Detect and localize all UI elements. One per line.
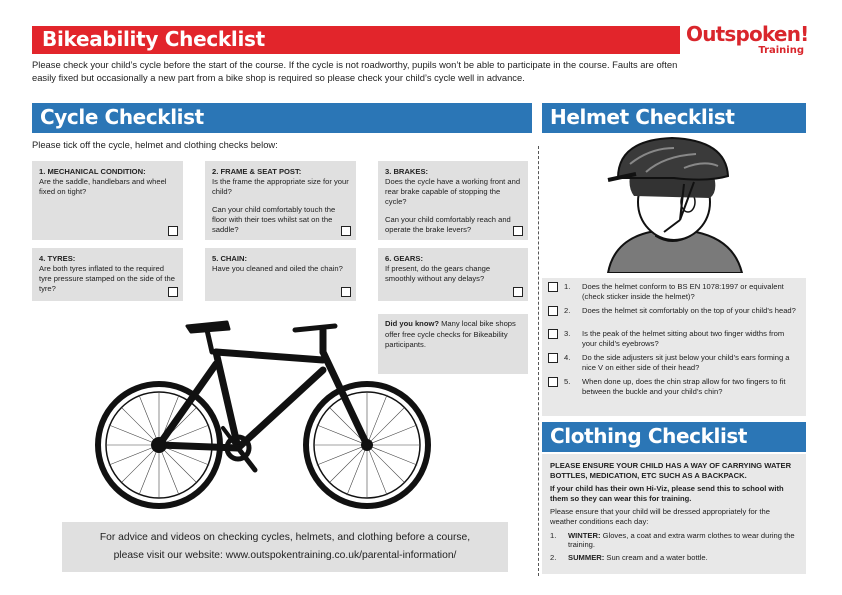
item-number: 3. xyxy=(564,329,571,338)
check-text: Have you cleaned and oiled the chain? xyxy=(212,264,343,273)
item-label: SUMMER: xyxy=(568,552,605,562)
checkbox[interactable] xyxy=(548,329,558,339)
check-title: 5. CHAIN: xyxy=(212,254,248,263)
item-text: Does the helmet conform to BS EN 1078:1997 or equivalent (check sticker inside the helmet)? xyxy=(582,282,784,301)
title-banner xyxy=(32,26,680,54)
check-title: 1. MECHANICAL CONDITION: xyxy=(39,167,146,176)
column-divider xyxy=(538,146,539,576)
cycle-checklist-banner xyxy=(32,103,532,133)
check-title: 2. FRAME & SEAT POST: xyxy=(212,167,302,176)
clothing-checklist-heading: Clothing Checklist xyxy=(550,424,748,448)
checkbox[interactable] xyxy=(513,287,523,297)
checkbox[interactable] xyxy=(341,226,351,236)
outspoken-logo xyxy=(686,22,809,62)
item-text: When done up, does the chin strap allow for two fingers to fit between the buckle and your child’s chin? xyxy=(582,377,786,396)
check-text: Does the cycle have a working front and rear brake capable of stopping the cycle? xyxy=(385,177,521,206)
checkbox[interactable] xyxy=(168,287,178,297)
cycle-check-chain xyxy=(205,248,356,301)
check-text: Can your child comfortably touch the floor with their toes whilst sat on the saddle? xyxy=(212,205,336,234)
helmet-checklist-banner xyxy=(542,103,806,133)
child-helmet-illustration xyxy=(600,136,750,273)
item-number: 1. xyxy=(550,530,557,540)
item-label: WINTER: xyxy=(568,530,601,540)
website-text-line1: For advice and videos on checking cycles, helmets, and clothing before a course, xyxy=(99,532,471,543)
clothing-item xyxy=(550,553,798,563)
checkbox[interactable] xyxy=(168,226,178,236)
intro-paragraph: Please check your child’s cycle before the start of the course. If the cycle is not roadworthy, pupils won’t be able to participate in the course. Faults are often easily fixed but occasionally a new part from a bike shop is required so please check your child’s cycle well in advance. xyxy=(32,59,678,83)
check-title: 3. BRAKES: xyxy=(385,167,429,176)
item-number: 1. xyxy=(564,282,571,291)
logo-wordmark: Outspoken! xyxy=(686,22,809,46)
item-number: 4. xyxy=(564,353,571,362)
website-info-box xyxy=(62,522,508,572)
item-number: 2. xyxy=(550,552,557,562)
logo-subtitle: Training xyxy=(758,45,804,56)
helmet-checklist-heading: Helmet Checklist xyxy=(550,105,735,129)
check-text: Is the frame the appropriate size for your child? xyxy=(212,177,349,196)
check-text: Are the saddle, handlebars and wheel fixed on tight? xyxy=(39,177,167,196)
helmet-checklist-panel xyxy=(542,278,806,416)
check-text: Are both tyres inflated to the required tyre pressure stamped on the side of the tyre? xyxy=(39,264,175,293)
checkbox[interactable] xyxy=(548,306,558,316)
item-text: Gloves, a coat and extra warm clothes to wear during the training. xyxy=(568,530,795,550)
item-number: 2. xyxy=(564,306,571,315)
dress-note: Please ensure that your child will be dressed appropriately for the weather conditions each day: xyxy=(550,507,770,526)
check-text: Can your child comfortably reach and operate the brake levers? xyxy=(385,215,511,234)
tick-instruction: Please tick off the cycle, helmet and clothing checks below: xyxy=(32,139,278,150)
checkbox[interactable] xyxy=(548,353,558,363)
clothing-checklist-panel xyxy=(542,454,806,574)
hiviz-note: If your child has their own Hi-Viz, please send this to school with them so they can wear this for training. xyxy=(550,484,784,503)
checkbox[interactable] xyxy=(341,287,351,297)
did-you-know-text: Many local bike shops offer free cycle checks for Bikeability participants. xyxy=(385,319,516,349)
cycle-check-tyres xyxy=(32,248,183,301)
checkbox[interactable] xyxy=(513,226,523,236)
item-text: Is the peak of the helmet sitting about two finger widths from your child’s eyebrows? xyxy=(582,329,785,348)
cycle-checklist-heading: Cycle Checklist xyxy=(40,105,204,129)
check-text: If present, do the gears change smoothly without any delays? xyxy=(385,264,491,283)
did-you-know-label: Did you know? xyxy=(385,319,439,328)
check-title: 4. TYRES: xyxy=(39,254,76,263)
checkbox[interactable] xyxy=(548,377,558,387)
item-number: 5. xyxy=(564,377,571,386)
checkbox[interactable] xyxy=(548,282,558,292)
cycle-check-mechanical xyxy=(32,161,183,240)
clothing-item xyxy=(550,531,798,550)
item-text: Do the side adjusters sit just below your child’s ears forming a nice V on either side of their head? xyxy=(582,353,790,372)
cycle-check-frame xyxy=(205,161,356,240)
check-title: 6. GEARS: xyxy=(385,254,423,263)
cycle-check-gears xyxy=(378,248,528,301)
item-text: Does the helmet sit comfortably on the top of your child’s head? xyxy=(582,306,796,315)
website-text-line2: please visit our website: www.outspokentraining.co.uk/parental-information/ xyxy=(113,550,457,561)
page-title: Bikeability Checklist xyxy=(42,27,265,51)
bicycle-illustration xyxy=(95,312,435,517)
clothing-checklist-banner xyxy=(542,422,806,452)
backpack-warning: PLEASE ENSURE YOUR CHILD HAS A WAY OF CARRYING WATER BOTTLES, MEDICATION, ETC SUCH AS A BACKPACK. xyxy=(550,461,792,480)
cycle-check-brakes xyxy=(378,161,528,240)
item-text: Sun cream and a water bottle. xyxy=(604,552,708,562)
